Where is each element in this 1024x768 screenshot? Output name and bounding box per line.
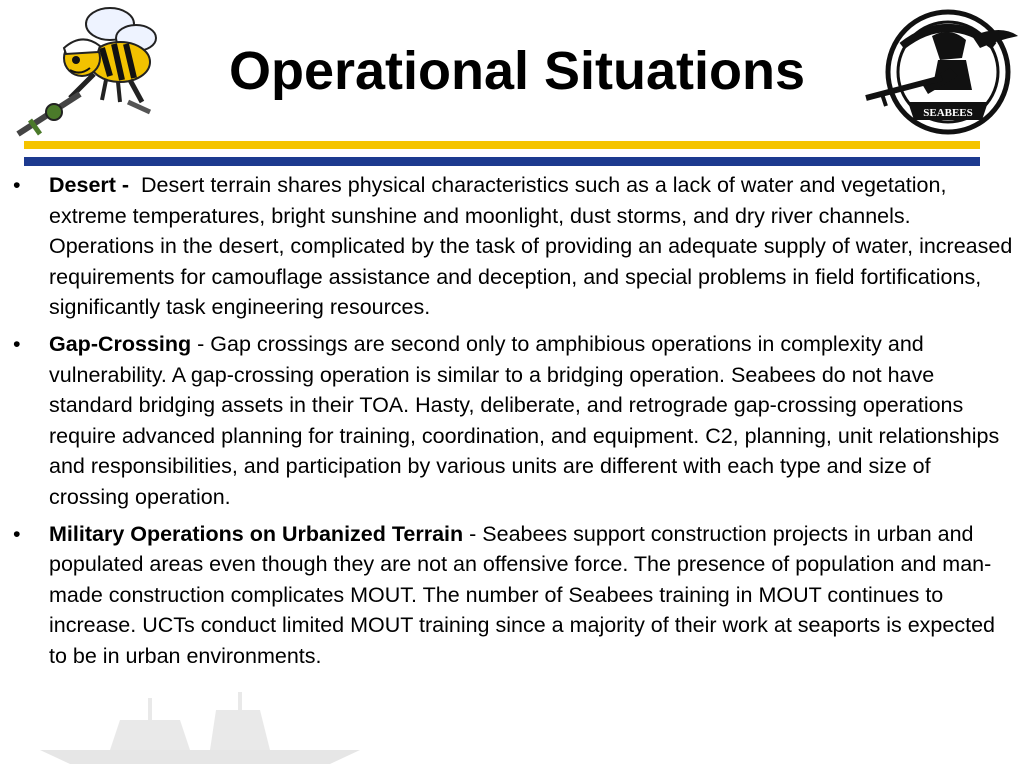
gold-divider-band bbox=[24, 141, 980, 149]
bee-mascot-logo bbox=[10, 2, 160, 138]
bullet-list bbox=[10, 170, 1014, 678]
bullet-mout bbox=[10, 519, 1014, 672]
blue-divider-band bbox=[24, 157, 980, 166]
bullet-term: Desert - bbox=[49, 173, 130, 197]
seabees-emblem-icon bbox=[862, 6, 1022, 136]
emblem-banner-text: SEABEES bbox=[923, 107, 973, 119]
bullet-text: Desert terrain shares physical characteristics such as a lack of water and vegetation, extreme temperatures, bright sunshine and moonlight, dust storms, and dry river channels. Operations in the desert, complicated by the task of providing an adequate supply of water, increased requirements for camouflage assistance and deception, and special problems in field fortifications, significantly task engineering resources. bbox=[49, 173, 1013, 320]
bullet-term: Military Operations on Urbanized Terrain bbox=[49, 521, 464, 546]
bullet-gap-crossing bbox=[10, 329, 1014, 513]
bullet-marker: • bbox=[13, 173, 21, 197]
bullet-marker: • bbox=[13, 331, 21, 356]
bullet-term: Gap-Crossing bbox=[49, 331, 192, 356]
seabees-emblem-logo bbox=[862, 6, 1022, 136]
bullet-text: - Seabees support construction projects in urban and populated areas even though they are not an offensive force. The presence of population and man-made construction complicates MOUT. The number of Seabees training in MOUT continues to increase. UCTs conduct limited MOUT training since a majority of their work at seaports is expected to be in urban environments. bbox=[49, 521, 995, 668]
bee-mascot-icon bbox=[10, 2, 160, 138]
ship-watermark-icon bbox=[30, 690, 370, 768]
bullet-desert bbox=[10, 170, 1014, 323]
bullet-separator bbox=[129, 173, 141, 197]
slide-title: Operational Situations bbox=[228, 41, 806, 101]
bullet-marker: • bbox=[13, 521, 21, 546]
bullet-text: - Gap crossings are second only to amphibious operations in complexity and vulnerability. A gap-crossing operation is similar to a bridging operation. Seabees do not have standard bridging assets in their TOA. Hasty, deliberate, and retrograde gap-crossing operations require advanced planning for training, coordination, and equipment. C2, planning, unit relationships and responsibilities, and participation by various units are different with each type and size of crossing operation. bbox=[49, 331, 1000, 509]
